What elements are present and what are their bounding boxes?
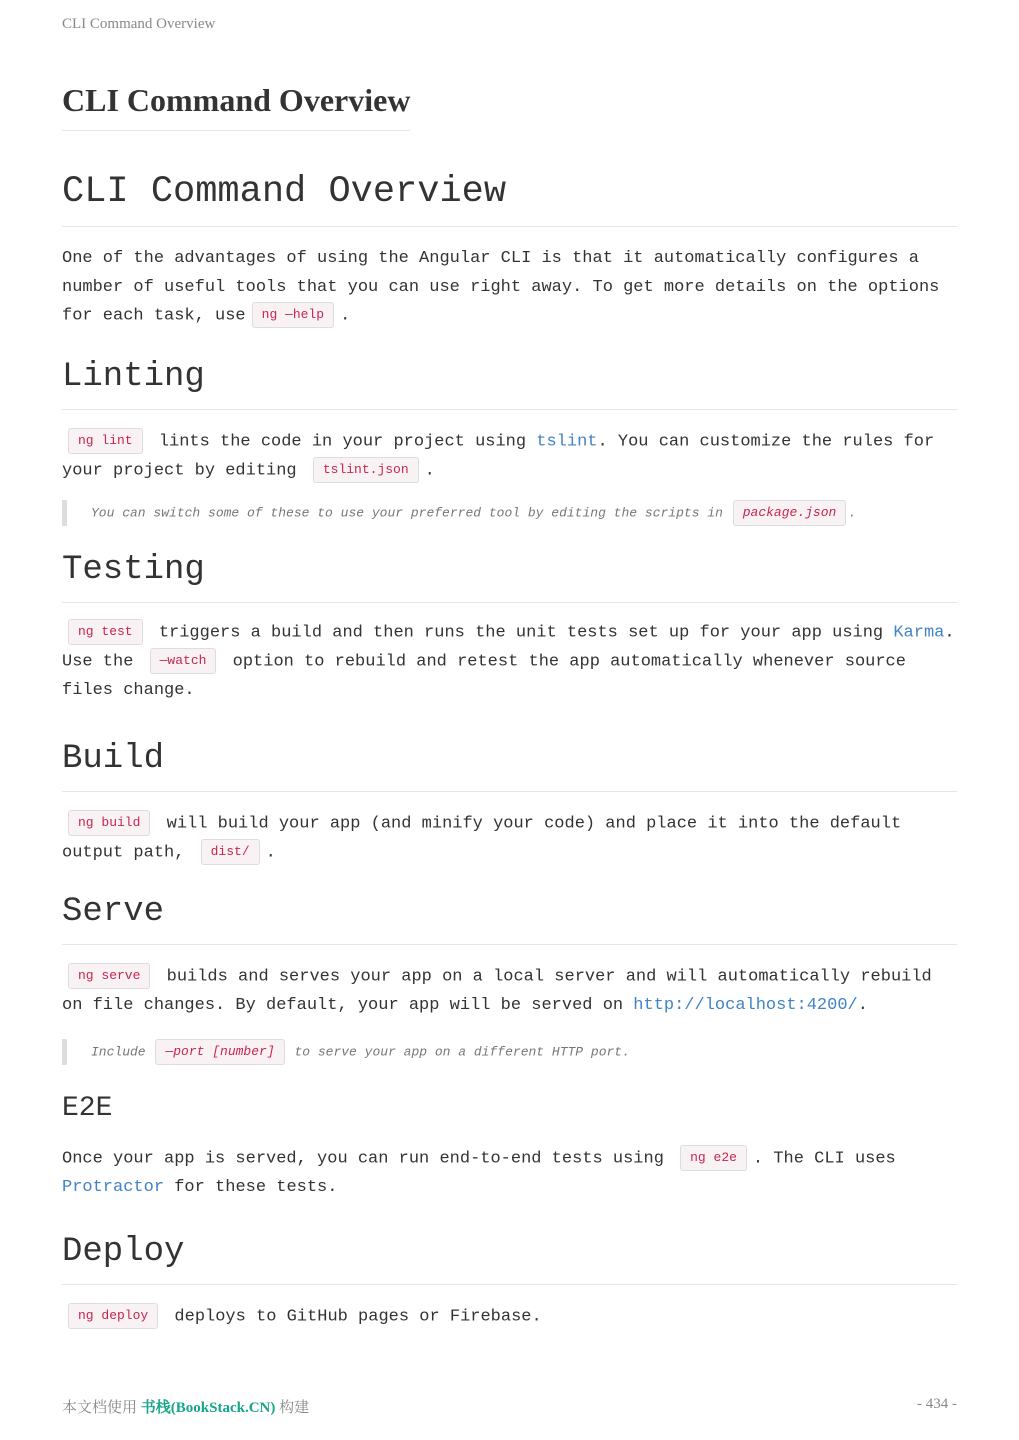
running-header: CLI Command Overview [62,16,216,32]
section-heading-e2e: E2E [62,1092,113,1124]
code-ng-lint: ng lint [68,428,143,454]
section-heading-overview: CLI Command Overview [62,168,957,227]
code-tslint-json: tslint.json [313,457,419,483]
code-ng-serve: ng serve [68,963,150,989]
tslint-link[interactable]: tslint [536,432,598,452]
karma-link[interactable]: Karma [893,623,945,643]
protractor-link[interactable]: Protractor [62,1177,165,1197]
deploy-paragraph: ng deploy deploys to GitHub pages or Firebase. [62,1303,957,1332]
code-ng-e2e: ng e2e [680,1145,747,1171]
code-dist: dist/ [201,839,260,865]
code-package-json: package.json [733,500,847,526]
page-number: - 434 - [917,1396,957,1412]
intro-text: One of the advantages of using the Angular CLI is that it automatically configures a number of useful tools that you can use right away. To get more details on the options for each task, use [62,249,940,326]
article-body [62,168,957,1332]
build-paragraph: ng build will build your app (and minify your code) and place it into the default output path, dist/ . [62,810,957,868]
code-ng-build: ng build [68,810,150,836]
intro-paragraph: One of the advantages of using the Angular CLI is that it automatically configures a number of useful tools that you can use right away. To get more details on the options for each task, use ng —help . [62,245,957,331]
footer-credit: 本文档使用 书栈(BookStack.CN) 构建 [62,1400,310,1416]
code-port: —port [number] [155,1039,284,1065]
code-watch: —watch [150,648,217,674]
localhost-link[interactable]: http://localhost:4200/ [633,996,858,1016]
section-heading-deploy: Deploy [62,1230,957,1285]
page-title: CLI Command Overview [62,80,410,131]
e2e-paragraph: Once your app is served, you can run end-to-end tests using ng e2e . The CLI uses Protractor for these tests. [62,1145,957,1202]
bookstack-link[interactable]: 书栈(BookStack.CN) [140,1400,276,1416]
testing-paragraph: ng test triggers a build and then runs the unit tests set up for your app using Karma. Use the —watch option to rebuild and retest the app automatically whenever source files change. [62,619,957,705]
section-heading-linting: Linting [62,355,957,410]
serve-paragraph: ng serve builds and serves your app on a local server and will automatically rebuild on file changes. By default, your app will be served on http://localhost:4200/. [62,963,957,1020]
section-heading-serve: Serve [62,890,957,945]
code-ng-deploy: ng deploy [68,1303,158,1329]
section-heading-testing: Testing [62,548,957,603]
section-heading-build: Build [62,737,957,792]
serve-note: Include —port [number] to serve your app on a different HTTP port. [62,1039,957,1065]
code-ng-test: ng test [68,619,143,645]
code-ng-help: ng —help [252,302,334,328]
linting-paragraph: ng lint lints the code in your project using tslint. You can customize the rules for your project by editing tslint.json . [62,428,957,486]
linting-note: You can switch some of these to use your preferred tool by editing the scripts in package.json . [62,500,957,526]
